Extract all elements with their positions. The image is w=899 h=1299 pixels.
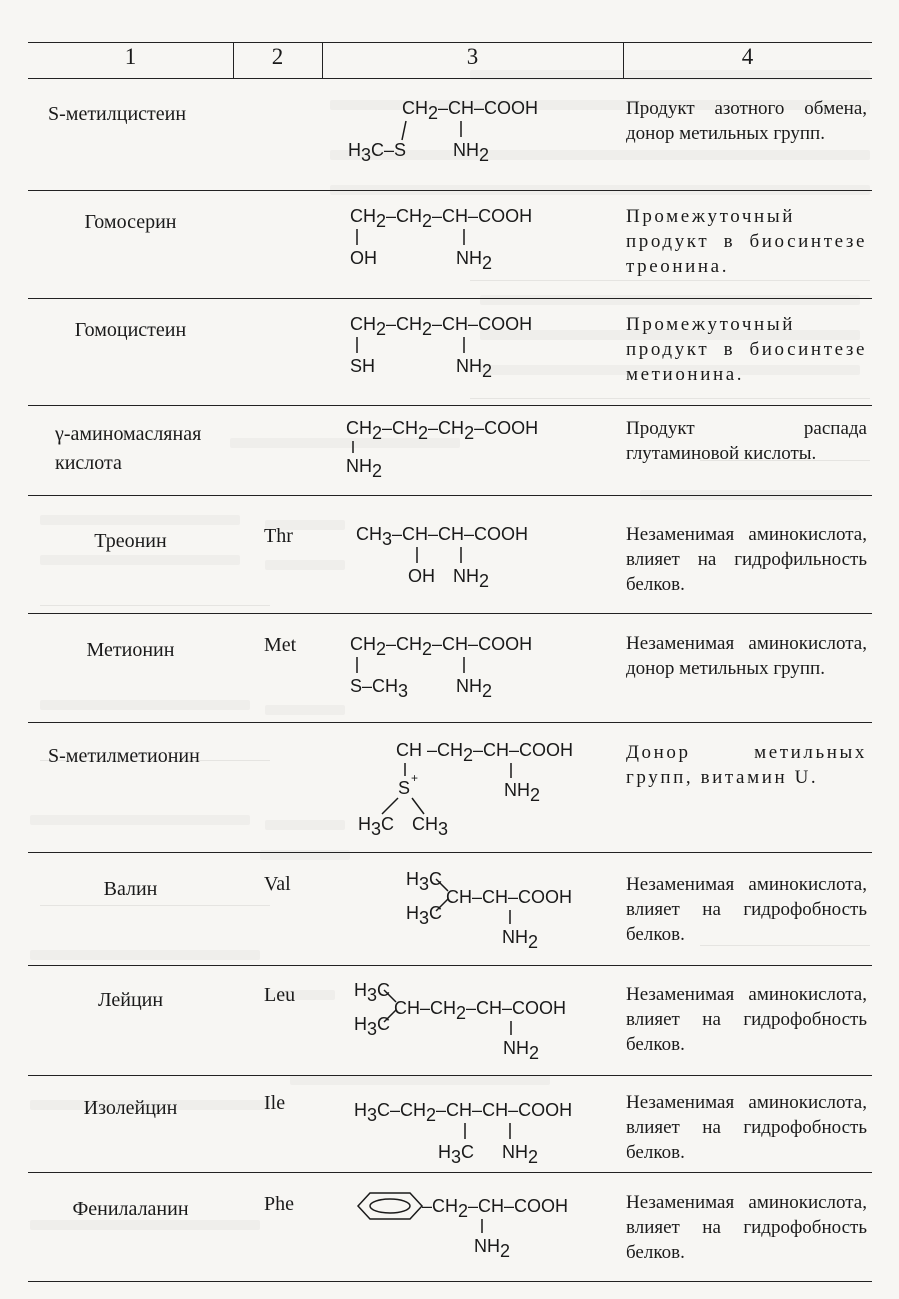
description: Незаменимая аминокислота, влияет на гидрофобность белков. <box>626 984 867 1055</box>
svg-text:CH2–CH2–CH–COOH: CH2–CH2–CH–COOH <box>350 314 533 339</box>
svg-text:NH2: NH2 <box>453 140 490 165</box>
svg-text:NH2: NH2 <box>502 1142 539 1167</box>
svg-text:H3C: H3C <box>406 903 443 928</box>
description: Незаменимая аминокислота, влияет на гидрофобность белков. <box>626 1192 867 1263</box>
row-separator <box>28 613 872 614</box>
structural-formula <box>340 976 620 1066</box>
svg-text:OH: OH <box>350 248 377 268</box>
svg-text:H3C–S: H3C–S <box>348 140 407 165</box>
row-separator <box>28 722 872 723</box>
structural-formula <box>340 1186 620 1266</box>
svg-text:NH2: NH2 <box>453 566 490 591</box>
benzene-ring-icon <box>358 1193 422 1219</box>
amino-acid-abbreviation: Val <box>264 873 291 895</box>
amino-acid-name: Треонин <box>94 530 167 552</box>
amino-acid-name: Фенилаланин <box>72 1198 189 1220</box>
amino-acid-abbreviation: Leu <box>264 984 296 1006</box>
amino-acid-abbreviation: Phe <box>264 1193 294 1215</box>
structural-formula <box>340 306 620 386</box>
svg-text:H3C: H3C <box>354 980 391 1005</box>
svg-text:H3C: H3C <box>358 814 395 839</box>
row-separator <box>28 298 872 299</box>
svg-text:CH3–CH–CH–COOH: CH3–CH–CH–COOH <box>356 524 529 549</box>
svg-text:NH2: NH2 <box>474 1236 511 1261</box>
svg-text:OH: OH <box>408 566 435 586</box>
amino-acid-abbreviation: Thr <box>264 525 293 547</box>
amino-acid-name: S-метилметионин <box>48 745 200 767</box>
amino-acid-abbreviation: Ile <box>264 1092 286 1114</box>
amino-acid-name: Изолейцин <box>83 1097 178 1119</box>
svg-text:NH2: NH2 <box>456 676 493 701</box>
structural-formula <box>340 90 620 170</box>
table-top-rule <box>28 42 872 43</box>
structural-formula <box>340 410 620 490</box>
row-separator <box>28 1075 872 1076</box>
svg-text:H3C: H3C <box>354 1014 391 1039</box>
svg-text:+: + <box>411 771 419 785</box>
amino-acid-abbreviation: Met <box>264 634 297 656</box>
svg-text:H3C: H3C <box>406 869 443 894</box>
svg-text:CH –CH2–CH–COOH: CH –CH2–CH–COOH <box>396 740 574 765</box>
amino-acid-name: Метионин <box>86 639 175 661</box>
svg-text:CH3: CH3 <box>412 814 449 839</box>
amino-acid-name: Лейцин <box>97 989 164 1011</box>
description: Промежуточный продукт в биосинтезе метионина. <box>626 314 867 385</box>
amino-acid-name: S-метилцистеин <box>48 103 187 125</box>
svg-text:NH2: NH2 <box>456 356 493 381</box>
row-separator <box>28 852 872 853</box>
description: Донор метильных групп, витамин U. <box>626 742 867 788</box>
amino-acid-name: Гомосерин <box>84 211 177 233</box>
amino-acid-name: Валин <box>103 878 158 900</box>
svg-text:CH–CH–COOH: CH–CH–COOH <box>446 887 573 907</box>
structural-formula <box>340 1090 620 1170</box>
row-separator <box>28 190 872 191</box>
structural-formula <box>340 198 620 278</box>
svg-text:CH2–CH2–CH2–COOH: CH2–CH2–CH2–COOH <box>346 418 539 443</box>
svg-text:S: S <box>398 778 411 798</box>
description: Незаменимая аминокислота, влияет на гидрофильность белков. <box>626 524 867 595</box>
description: Продукт распада глутаминовой кислоты. <box>626 418 867 464</box>
svg-text:NH2: NH2 <box>346 456 383 481</box>
table-bottom-rule <box>28 1281 872 1282</box>
description: Промежуточный продукт в биосинтезе треонина. <box>626 206 867 277</box>
amino-acid-name: Гомоцистеин <box>74 319 187 341</box>
structural-formula <box>340 732 620 844</box>
row-separator <box>28 495 872 496</box>
svg-text:H3C–CH2–CH–CH–COOH: H3C–CH2–CH–CH–COOH <box>354 1100 573 1125</box>
description: Незаменимая аминокислота, донор метильных групп. <box>626 633 867 679</box>
svg-text:CH–CH2–CH–COOH: CH–CH2–CH–COOH <box>394 998 567 1023</box>
svg-text:NH2: NH2 <box>503 1038 540 1063</box>
svg-text:NH2: NH2 <box>504 780 541 805</box>
header-bottom-rule <box>28 78 872 79</box>
structural-formula <box>340 626 620 706</box>
svg-text:CH2–CH2–CH–COOH: CH2–CH2–CH–COOH <box>350 634 533 659</box>
column-header-1: 1 <box>124 44 137 69</box>
row-separator <box>28 1172 872 1173</box>
column-header-2: 2 <box>271 44 284 69</box>
description: Продукт азотного обмена, донор метильных групп. <box>626 98 867 144</box>
svg-text:CH2–CH2–CH–COOH: CH2–CH2–CH–COOH <box>350 206 533 231</box>
row-separator <box>28 405 872 406</box>
description: Незаменимая аминокислота, влияет на гидрофобность белков. <box>626 874 867 945</box>
svg-text:S–CH3: S–CH3 <box>350 676 409 701</box>
structural-formula <box>340 516 620 596</box>
svg-text:SH: SH <box>350 356 376 376</box>
column-header-4: 4 <box>741 44 754 69</box>
structural-formula <box>340 865 620 955</box>
row-separator <box>28 965 872 966</box>
svg-text:NH2: NH2 <box>502 927 539 952</box>
svg-text:NH2: NH2 <box>456 248 493 273</box>
description: Незаменимая аминокислота, влияет на гидрофобность белков. <box>626 1092 867 1163</box>
column-header-3: 3 <box>466 44 479 69</box>
amino-acid-name: γ-аминомасляная кислота <box>55 423 202 474</box>
svg-text:CH2–CH–COOH: CH2–CH–COOH <box>402 98 539 123</box>
svg-text:–CH2–CH–COOH: –CH2–CH–COOH <box>422 1196 569 1221</box>
svg-text:H3C: H3C <box>438 1142 475 1167</box>
